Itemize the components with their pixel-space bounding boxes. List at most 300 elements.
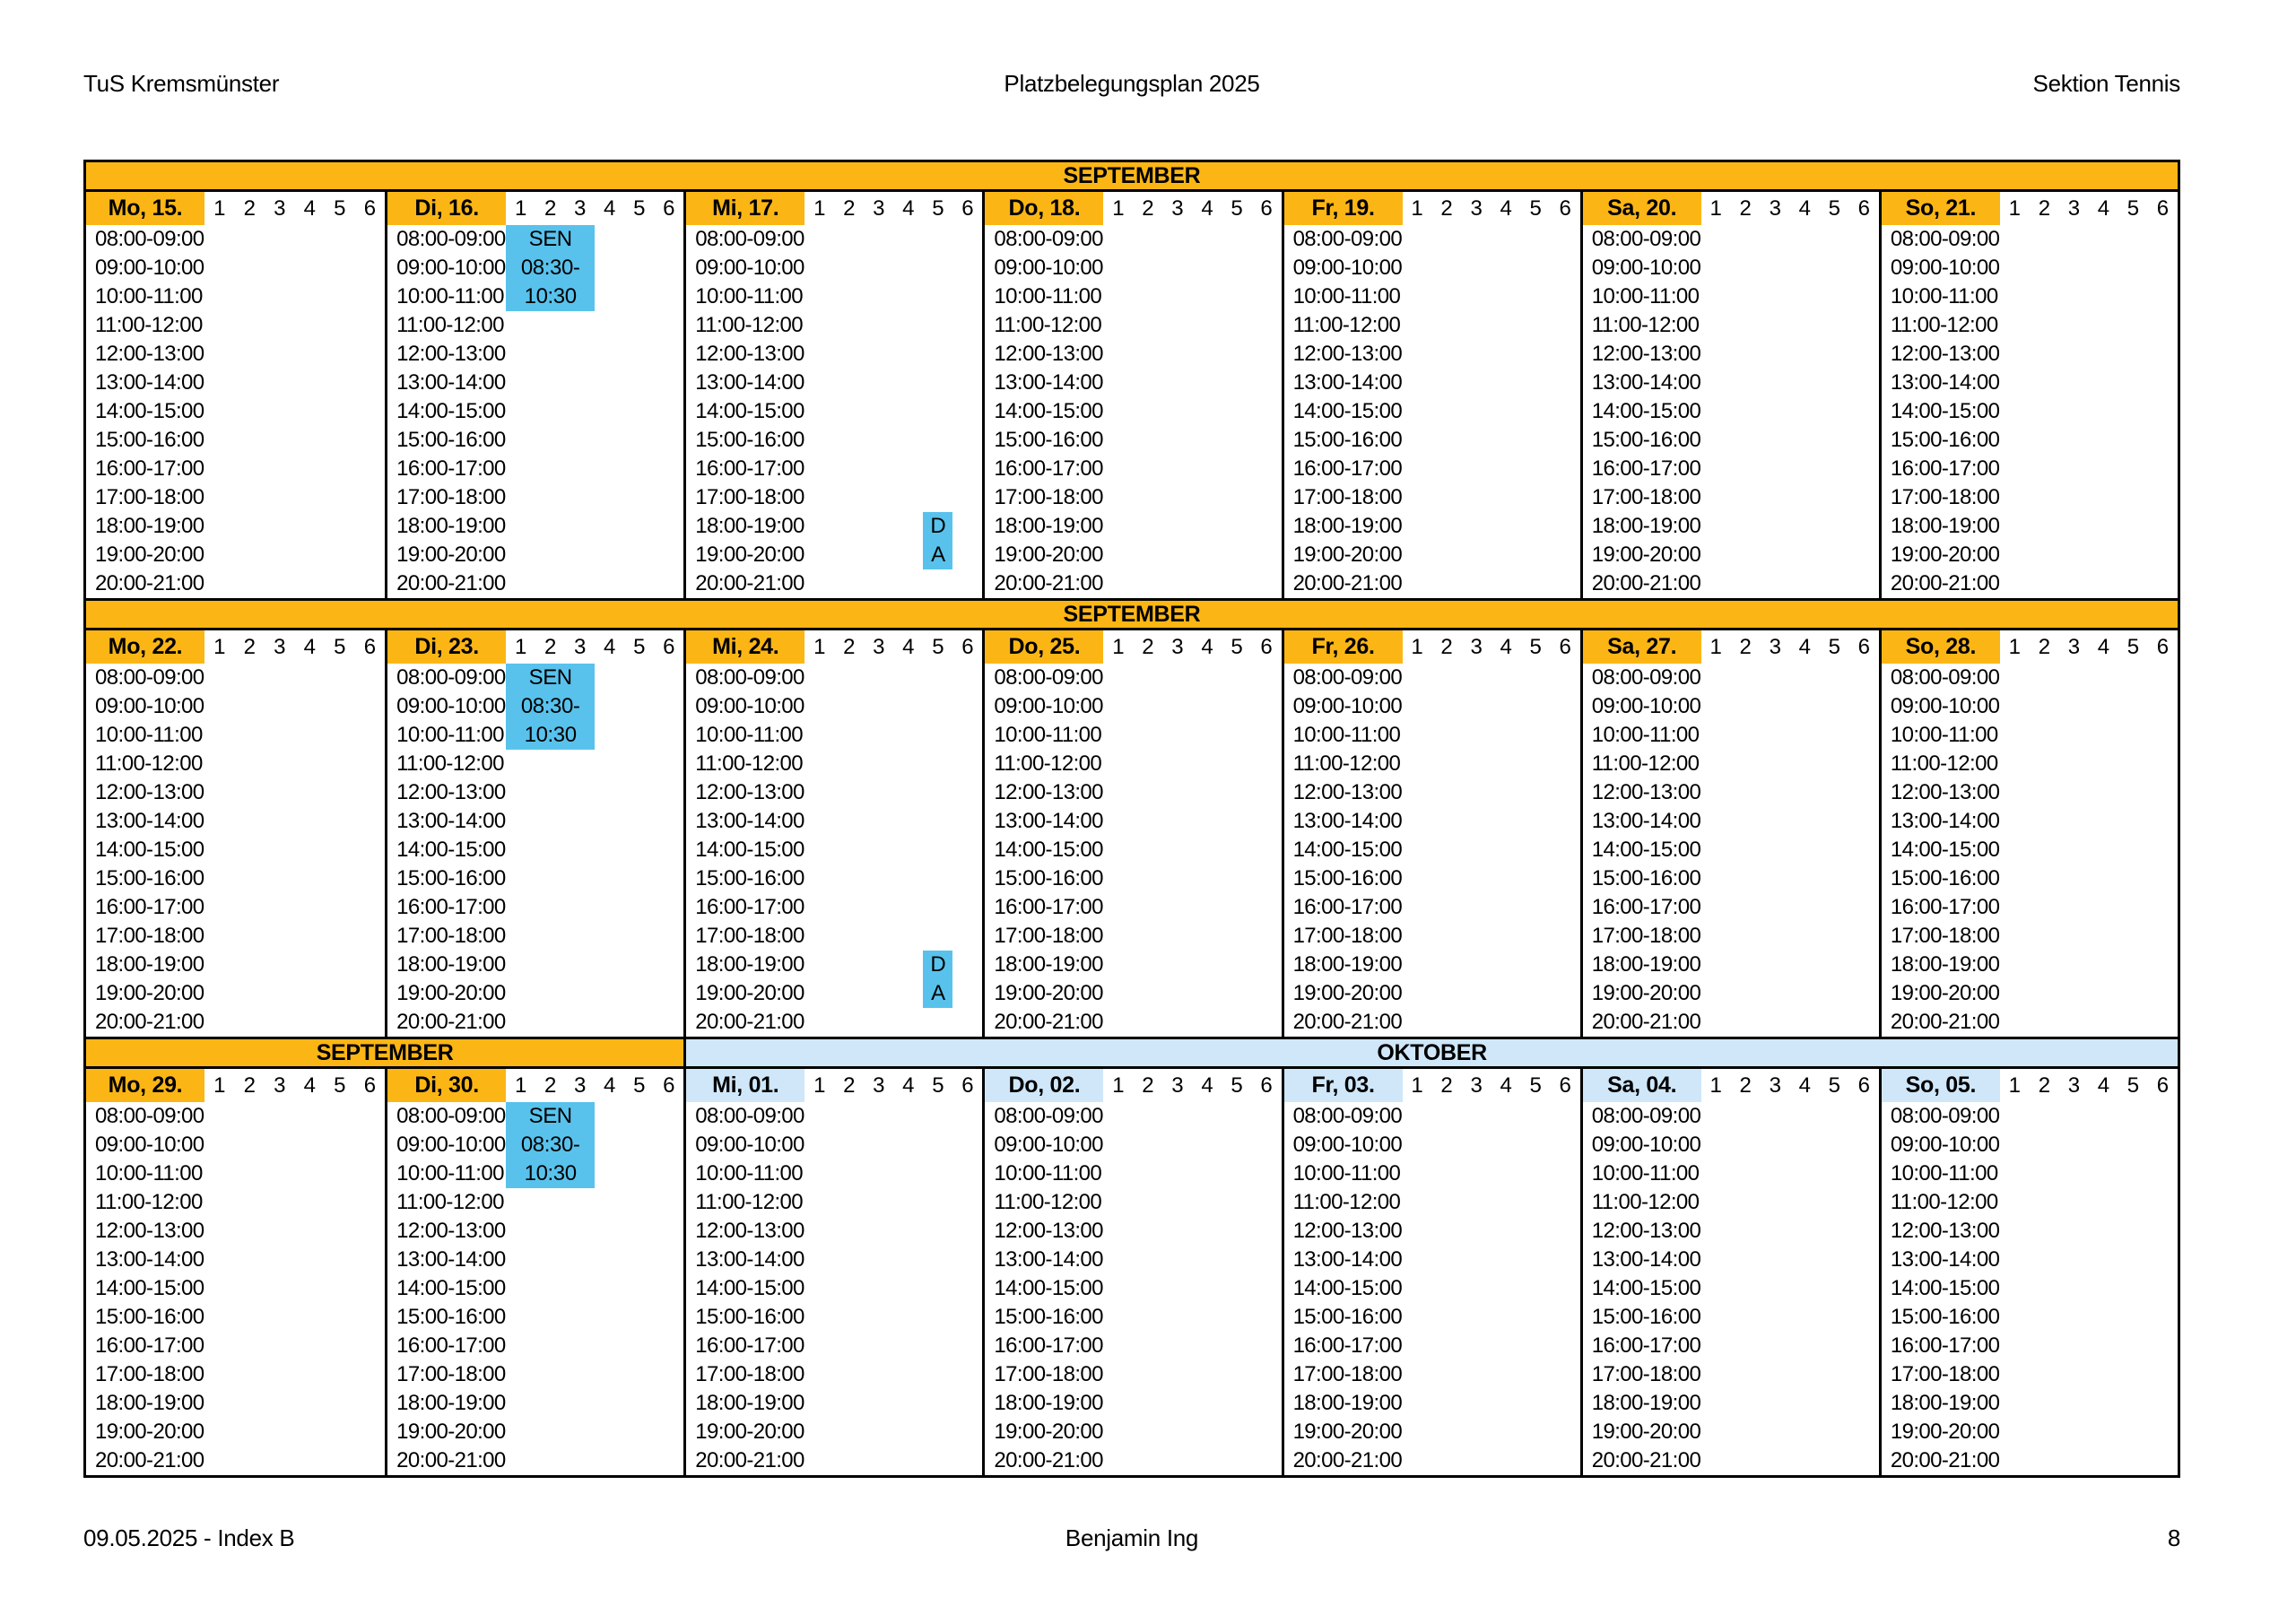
court-number: 6 [363,195,377,221]
time-slot-label: 14:00-15:00 [1292,1276,1403,1300]
time-slot-label: 13:00-14:00 [994,370,1103,395]
time-slot-label: 20:00-21:00 [95,1448,204,1472]
time-slot-label: 09:00-10:00 [1591,256,1701,280]
court-number: 3 [1769,634,1781,659]
time-slot-label: 18:00-19:00 [1591,1391,1701,1415]
booking-line: 10:30 [524,284,577,308]
court-number: 2 [2038,195,2051,221]
time-slot-label: 17:00-18:00 [994,485,1103,509]
time-slot-label: 13:00-14:00 [1890,1247,2000,1272]
time-slot-label: 08:00-09:00 [1890,665,2000,690]
time-slot-label: 09:00-10:00 [95,1133,204,1157]
time-slot-label: 14:00-15:00 [95,399,204,423]
time-slot-label: 17:00-18:00 [994,924,1103,948]
time-slot-label: 08:00-09:00 [95,665,204,690]
time-slot-label: 08:00-09:00 [695,227,804,251]
day-column [385,1069,683,1475]
time-slot-label: 14:00-15:00 [994,838,1103,862]
time-slot-label: 11:00-12:00 [1591,751,1700,776]
court-number: 3 [1171,1073,1184,1098]
time-slot-label: 09:00-10:00 [994,1133,1103,1157]
time-slot-label: 10:00-11:00 [396,723,504,747]
time-slot-label: 14:00-15:00 [695,1276,804,1300]
day-header: Di, 16. [387,192,506,225]
time-slot-label: 15:00-16:00 [95,866,204,890]
court-number: 1 [514,1073,527,1098]
time-slot-label: 16:00-17:00 [1591,456,1701,481]
court-number: 2 [2038,1073,2051,1098]
court-number: 4 [1201,634,1213,659]
day-header: Do, 18. [985,192,1103,225]
court-number: 1 [813,1073,826,1098]
time-slot-label: 12:00-13:00 [396,1219,506,1243]
time-slot-label: 17:00-18:00 [396,1362,506,1386]
time-slot-label: 20:00-21:00 [1890,1010,2000,1034]
time-slot-label: 09:00-10:00 [695,1133,804,1157]
court-number: 3 [1470,634,1483,659]
time-slot-label: 11:00-12:00 [1292,1190,1401,1214]
time-slot-label: 19:00-20:00 [1890,1420,2000,1444]
court-number: 1 [813,195,826,221]
time-slot-label: 16:00-17:00 [1591,1333,1701,1358]
day-column [1580,630,1879,1037]
time-slot-label: 09:00-10:00 [1890,694,2000,718]
time-slot-label: 19:00-20:00 [695,981,804,1005]
time-slot-label: 17:00-18:00 [695,485,804,509]
time-slot-label: 17:00-18:00 [1292,924,1403,948]
time-slot-label: 15:00-16:00 [1890,1305,2000,1329]
time-slot-label: 13:00-14:00 [1292,809,1403,833]
time-slot-label: 19:00-20:00 [994,543,1103,567]
time-slot-label: 11:00-12:00 [95,751,203,776]
court-number: 2 [1440,195,1453,221]
time-slot-label: 15:00-16:00 [396,866,506,890]
time-slot-label: 20:00-21:00 [1292,1010,1403,1034]
time-slot-label: 16:00-17:00 [396,456,506,481]
time-slot-label: 18:00-19:00 [396,514,506,538]
page-header [83,70,2180,98]
court-number: 5 [1828,634,1840,659]
time-slot-label: 19:00-20:00 [1890,981,2000,1005]
court-number: 6 [1260,195,1273,221]
day-column [683,630,982,1037]
time-slot-label: 16:00-17:00 [95,895,204,919]
time-slot-label: 11:00-12:00 [994,751,1102,776]
time-slot-label: 15:00-16:00 [695,428,804,452]
time-slot-label: 19:00-20:00 [95,1420,204,1444]
court-number: 1 [213,1073,226,1098]
time-slot-label: 17:00-18:00 [1890,924,2000,948]
time-slot-label: 17:00-18:00 [1890,1362,2000,1386]
time-slot-label: 12:00-13:00 [1292,342,1403,366]
time-slot-label: 15:00-16:00 [1890,428,2000,452]
time-slot-label: 14:00-15:00 [1591,399,1701,423]
court-number: 3 [2067,1073,2081,1098]
time-slot-label: 10:00-11:00 [695,723,804,747]
day-column [385,192,683,598]
time-slot-label: 10:00-11:00 [1591,723,1700,747]
court-number: 2 [1739,195,1752,221]
time-slot-label: 20:00-21:00 [396,1448,506,1472]
time-slot-label: 16:00-17:00 [994,456,1103,481]
time-slot-label: 20:00-21:00 [1591,571,1701,595]
court-number: 1 [514,195,527,221]
time-slot-label: 09:00-10:00 [695,694,804,718]
time-slot-label: 19:00-20:00 [1890,543,2000,567]
court-number: 3 [1769,195,1781,221]
time-slot-label: 12:00-13:00 [994,342,1103,366]
time-slot-label: 16:00-17:00 [95,456,204,481]
time-slot-label: 20:00-21:00 [1292,1448,1403,1472]
time-slot-label: 10:00-11:00 [95,723,203,747]
time-slot-label: 08:00-09:00 [95,1104,204,1128]
time-slot-label: 20:00-21:00 [1591,1010,1701,1034]
time-slot-label: 18:00-19:00 [1292,514,1403,538]
court-number: 5 [334,1073,346,1098]
time-slot-label: 17:00-18:00 [95,924,204,948]
court-number: 6 [363,1073,377,1098]
time-slot-label: 20:00-21:00 [994,1010,1103,1034]
court-number: 1 [514,634,527,659]
court-number: 1 [2008,1073,2022,1098]
month-band-september: SEPTEMBER [86,162,2178,189]
time-slot-label: 13:00-14:00 [1591,370,1701,395]
time-slot-label: 17:00-18:00 [1591,924,1701,948]
court-number: 4 [1500,634,1512,659]
day-header: Di, 23. [387,630,506,664]
week-block [86,1037,2178,1475]
time-slot-label: 09:00-10:00 [95,694,204,718]
month-band-september: SEPTEMBER [86,601,2178,628]
day-column [1580,192,1879,598]
booking-cell [923,512,952,569]
time-slot-label: 14:00-15:00 [695,399,804,423]
court-number: 5 [2126,195,2140,221]
court-number: 5 [1529,1073,1542,1098]
time-slot-label: 10:00-11:00 [95,1161,203,1185]
time-slot-label: 15:00-16:00 [95,1305,204,1329]
time-slot-label: 15:00-16:00 [396,428,506,452]
court-number: 3 [1171,634,1184,659]
booking-cell [923,951,952,1008]
time-slot-label: 20:00-21:00 [994,1448,1103,1472]
court-number: 2 [1142,1073,1154,1098]
time-slot-label: 09:00-10:00 [396,256,506,280]
court-number: 4 [604,634,616,659]
time-slot-label: 10:00-11:00 [1292,284,1401,308]
time-slot-label: 15:00-16:00 [994,428,1103,452]
time-slot-label: 10:00-11:00 [396,1161,504,1185]
document-title: Platzbelegungsplan 2025 [1004,70,1260,97]
court-number: 2 [544,1073,557,1098]
booking-line: 10:30 [524,723,577,747]
month-band-row [86,1037,2178,1069]
time-slot-label: 19:00-20:00 [396,543,506,567]
time-slot-label: 18:00-19:00 [994,952,1103,977]
time-slot-label: 11:00-12:00 [994,313,1102,337]
time-slot-label: 08:00-09:00 [994,1104,1103,1128]
time-slot-label: 16:00-17:00 [1591,895,1701,919]
club-name: TuS Kremsmünster [83,70,280,97]
time-slot-label: 13:00-14:00 [994,809,1103,833]
court-number: 4 [303,1073,316,1098]
day-column [1879,630,2178,1037]
time-slot-label: 11:00-12:00 [695,313,804,337]
court-number: 5 [334,195,346,221]
time-slot-label: 15:00-16:00 [1890,866,2000,890]
time-slot-label: 20:00-21:00 [994,571,1103,595]
time-slot-label: 19:00-20:00 [95,981,204,1005]
day-header: Sa, 27. [1583,630,1701,664]
time-slot-label: 08:00-09:00 [994,665,1103,690]
court-number: 2 [243,634,256,659]
court-number: 4 [1500,1073,1512,1098]
booking-line: SEN [528,227,572,251]
day-column [982,1069,1281,1475]
court-number: 2 [544,634,557,659]
time-slot-label: 09:00-10:00 [695,256,804,280]
court-number: 4 [902,634,915,659]
time-slot-label: 17:00-18:00 [695,1362,804,1386]
court-number: 2 [843,1073,856,1098]
booking-line: D [930,952,946,977]
court-number: 6 [1559,195,1571,221]
time-slot-label: 12:00-13:00 [1292,1219,1403,1243]
time-slot-label: 16:00-17:00 [1292,456,1403,481]
time-slot-label: 08:00-09:00 [1890,227,2000,251]
time-slot-label: 14:00-15:00 [1591,838,1701,862]
time-slot-label: 19:00-20:00 [396,981,506,1005]
time-slot-label: 12:00-13:00 [95,780,204,804]
time-slot-label: 12:00-13:00 [994,780,1103,804]
court-number: 3 [274,1073,286,1098]
day-column [385,630,683,1037]
time-slot-label: 10:00-11:00 [396,284,504,308]
time-slot-label: 11:00-12:00 [695,1190,804,1214]
time-slot-label: 18:00-19:00 [1890,514,2000,538]
court-number: 3 [574,195,587,221]
court-number: 6 [1260,634,1273,659]
day-header: So, 28. [1882,630,2000,664]
court-number: 3 [574,634,587,659]
time-slot-label: 20:00-21:00 [1890,571,2000,595]
court-number: 5 [1231,195,1243,221]
booking-cell [506,664,595,750]
day-header: Fr, 26. [1284,630,1403,664]
time-slot-label: 20:00-21:00 [95,571,204,595]
court-number: 2 [1440,1073,1453,1098]
court-number: 4 [1798,195,1811,221]
time-slot-label: 19:00-20:00 [695,1420,804,1444]
time-slot-label: 13:00-14:00 [1890,370,2000,395]
time-slot-label: 18:00-19:00 [695,514,804,538]
time-slot-label: 20:00-21:00 [695,1010,804,1034]
time-slot-label: 14:00-15:00 [95,1276,204,1300]
booking-line: 08:30- [520,1133,580,1157]
time-slot-label: 19:00-20:00 [1591,1420,1701,1444]
court-number: 2 [1440,634,1453,659]
day-column [86,1069,385,1475]
court-number: 1 [1709,1073,1722,1098]
day-header: Di, 30. [387,1069,506,1102]
booking-cell [506,225,595,311]
time-slot-label: 13:00-14:00 [95,809,204,833]
booking-line: A [931,981,945,1005]
booking-line: 10:30 [524,1161,577,1185]
week-block [86,162,2178,598]
time-slot-label: 14:00-15:00 [1591,1276,1701,1300]
footer-date-index: 09.05.2025 - Index B [83,1524,295,1551]
court-number: 3 [1171,195,1184,221]
day-header: Mo, 29. [86,1069,204,1102]
time-slot-label: 16:00-17:00 [95,1333,204,1358]
time-slot-label: 19:00-20:00 [1292,981,1403,1005]
time-slot-label: 10:00-11:00 [695,1161,804,1185]
day-column [1580,1069,1879,1475]
time-slot-label: 10:00-11:00 [1591,284,1700,308]
time-slot-label: 17:00-18:00 [396,924,506,948]
time-slot-label: 10:00-11:00 [1591,1161,1700,1185]
month-band-row [86,598,2178,630]
court-number: 5 [633,195,646,221]
time-slot-label: 12:00-13:00 [695,342,804,366]
time-slot-label: 11:00-12:00 [695,751,804,776]
court-number: 4 [303,195,316,221]
court-number: 4 [1798,634,1811,659]
days-row [86,630,2178,1037]
time-slot-label: 13:00-14:00 [95,1247,204,1272]
court-number: 6 [663,634,675,659]
time-slot-label: 20:00-21:00 [1591,1448,1701,1472]
court-number: 4 [604,195,616,221]
day-header: So, 21. [1882,192,2000,225]
court-number: 5 [2126,634,2140,659]
court-number: 6 [1857,195,1870,221]
time-slot-label: 13:00-14:00 [695,370,804,395]
time-slot-label: 13:00-14:00 [695,809,804,833]
court-number: 5 [1828,195,1840,221]
time-slot-label: 08:00-09:00 [994,227,1103,251]
time-slot-label: 16:00-17:00 [1890,456,2000,481]
time-slot-label: 12:00-13:00 [1890,1219,2000,1243]
court-number: 5 [932,634,944,659]
court-number: 5 [334,634,346,659]
time-slot-label: 14:00-15:00 [1890,399,2000,423]
court-number: 3 [1470,1073,1483,1098]
time-slot-label: 11:00-12:00 [1292,751,1401,776]
court-number: 1 [213,634,226,659]
time-slot-label: 17:00-18:00 [396,485,506,509]
day-header: Mo, 22. [86,630,204,664]
day-header: Sa, 20. [1583,192,1701,225]
day-column [1282,630,1580,1037]
time-slot-label: 11:00-12:00 [396,313,504,337]
days-row [86,1069,2178,1475]
time-slot-label: 16:00-17:00 [994,895,1103,919]
month-band-oktober: OKTOBER [683,1039,2178,1066]
court-number: 2 [1142,634,1154,659]
day-column [1879,192,2178,598]
time-slot-label: 15:00-16:00 [1292,428,1403,452]
court-number: 6 [363,634,377,659]
time-slot-label: 16:00-17:00 [1890,895,2000,919]
day-header: Do, 25. [985,630,1103,664]
court-number: 5 [932,1073,944,1098]
court-number: 6 [2156,195,2170,221]
day-header: Mo, 15. [86,192,204,225]
time-slot-label: 15:00-16:00 [695,866,804,890]
court-number: 6 [961,634,974,659]
time-slot-label: 16:00-17:00 [1292,895,1403,919]
time-slot-label: 12:00-13:00 [1591,1219,1701,1243]
time-slot-label: 18:00-19:00 [1890,952,2000,977]
time-slot-label: 16:00-17:00 [695,895,804,919]
court-number: 6 [1857,634,1870,659]
time-slot-label: 09:00-10:00 [1292,256,1403,280]
time-slot-label: 13:00-14:00 [396,809,506,833]
booking-cell [506,1102,595,1188]
court-number: 1 [1411,195,1423,221]
time-slot-label: 19:00-20:00 [1591,543,1701,567]
time-slot-label: 08:00-09:00 [396,1104,506,1128]
court-number: 5 [633,634,646,659]
time-slot-label: 12:00-13:00 [95,1219,204,1243]
booking-line: 08:30- [520,694,580,718]
court-number: 2 [544,195,557,221]
court-number: 2 [243,1073,256,1098]
time-slot-label: 11:00-12:00 [994,1190,1102,1214]
time-slot-label: 18:00-19:00 [95,952,204,977]
day-column [982,192,1281,598]
booking-line: SEN [528,665,572,690]
time-slot-label: 12:00-13:00 [1890,780,2000,804]
time-slot-label: 12:00-13:00 [396,342,506,366]
court-number: 2 [843,195,856,221]
month-band-row [86,162,2178,192]
court-number: 6 [663,195,675,221]
time-slot-label: 10:00-11:00 [95,284,203,308]
court-number: 4 [1201,1073,1213,1098]
time-slot-label: 11:00-12:00 [396,1190,504,1214]
time-slot-label: 11:00-12:00 [1591,313,1700,337]
court-number: 1 [813,634,826,659]
time-slot-label: 16:00-17:00 [695,456,804,481]
time-slot-label: 15:00-16:00 [396,1305,506,1329]
court-number: 1 [2008,195,2022,221]
time-slot-label: 12:00-13:00 [1890,342,2000,366]
time-slot-label: 18:00-19:00 [1292,1391,1403,1415]
day-header: Mi, 17. [686,192,804,225]
time-slot-label: 09:00-10:00 [1292,694,1403,718]
day-column [86,630,385,1037]
time-slot-label: 17:00-18:00 [1591,485,1701,509]
time-slot-label: 11:00-12:00 [95,1190,203,1214]
day-column [1282,192,1580,598]
booking-line: 08:30- [520,256,580,280]
court-number: 5 [1828,1073,1840,1098]
time-slot-label: 17:00-18:00 [95,485,204,509]
time-slot-label: 12:00-13:00 [95,342,204,366]
time-slot-label: 15:00-16:00 [1292,866,1403,890]
time-slot-label: 08:00-09:00 [95,227,204,251]
time-slot-label: 18:00-19:00 [994,1391,1103,1415]
time-slot-label: 08:00-09:00 [396,665,506,690]
time-slot-label: 12:00-13:00 [1591,780,1701,804]
time-slot-label: 20:00-21:00 [396,1010,506,1034]
time-slot-label: 09:00-10:00 [1292,1133,1403,1157]
time-slot-label: 19:00-20:00 [1292,543,1403,567]
time-slot-label: 10:00-11:00 [695,284,804,308]
